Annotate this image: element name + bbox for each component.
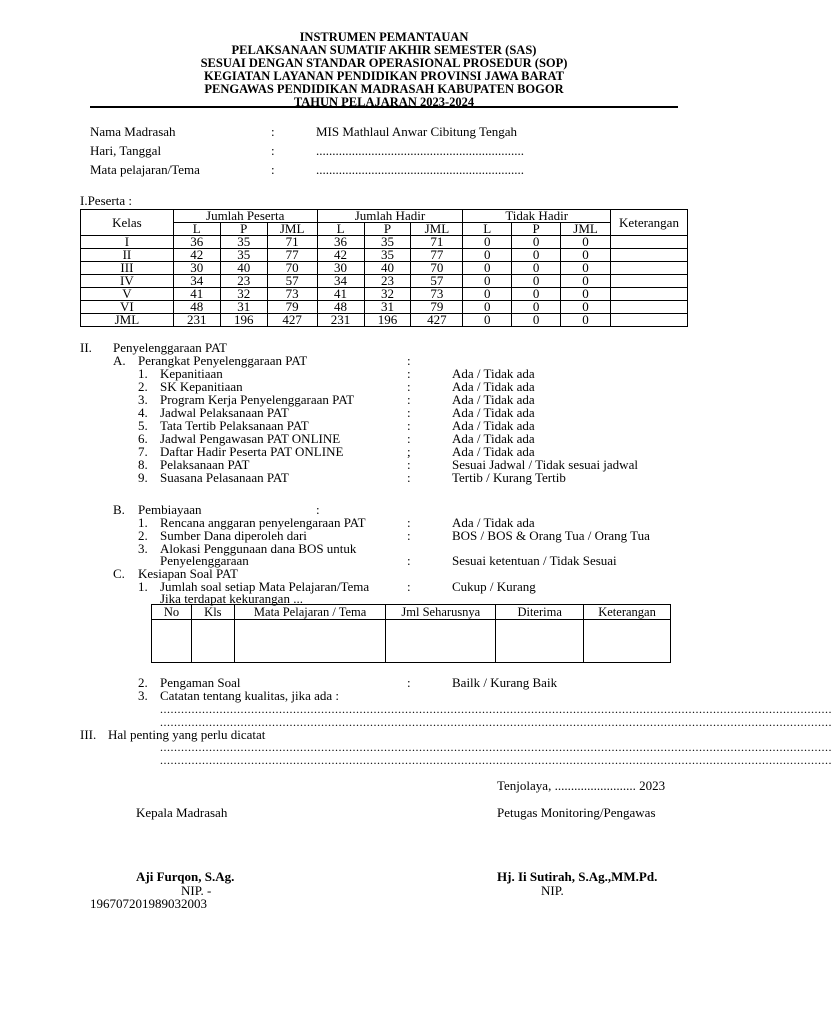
table-cell: 31 [364,301,411,314]
item-sub-note: Jika terdapat kekurangan ... [160,591,303,606]
table-cell: 71 [267,236,317,249]
table-cell: 0 [463,275,512,288]
header-line: INSTRUMEN PEMANTAUAN [299,30,469,44]
kelas-cell: VI [81,301,174,314]
dotted-line: ................................................................................................................................................................................................ [160,702,832,716]
item-number: 2. [138,528,148,543]
sub-col: L [173,223,220,236]
sub-col: P [220,223,267,236]
identity-label: Hari, Tanggal [90,143,162,158]
item-colon: : [407,528,411,543]
header-line: PELAKSANAAN SUMATIF AKHIR SEMESTER (SAS) [231,43,537,57]
section-peserta-title: I.Peserta : [80,193,132,208]
table-cell: 0 [463,236,512,249]
item-label: SK Kepanitiaan [160,379,243,394]
subsection-a-letter: A. [113,353,126,368]
table-cell: 35 [220,236,267,249]
table-cell: 35 [364,249,411,262]
table-cell: 427 [411,314,463,327]
item-label: Sumber Dana diperoleh dari [160,528,307,543]
item-colon: : [407,515,411,530]
item-value: Cukup / Kurang [452,579,536,594]
kelas-cell: III [81,262,174,275]
table-cell: 0 [512,262,561,275]
table-cell: 36 [173,236,220,249]
table-cell [611,262,688,275]
sub-col: JML [561,223,611,236]
header-line: PENGAWAS PENDIDIKAN MADRASAH KABUPATEN BOGOR [204,82,564,96]
left-signatory-name: Aji Furqon, S.Ag. [136,869,235,884]
table-cell [611,275,688,288]
item-colon: : [407,392,411,407]
identity-value: MIS Mathlaul Anwar Cibitung Tengah [316,124,518,139]
item-label: Pelaksanaan PAT [160,457,250,472]
table-cell: 0 [512,288,561,301]
dotted-line: ................................................................................................................................................................................................ [160,715,832,729]
table-cell: 0 [561,314,611,327]
table-cell [611,301,688,314]
table-cell: 427 [267,314,317,327]
item-value: BOS / BOS & Orang Tua / Orang Tua [452,528,650,543]
table-cell: 0 [561,236,611,249]
subsection-a-title: Perangkat Penyelenggaraan PAT [138,353,308,368]
item-number: 2. [138,379,148,394]
item-number: 7. [138,444,148,459]
table-cell: 34 [317,275,364,288]
header-line: KEGIATAN LAYANAN PENDIDIKAN PROVINSI JAWA BARAT [204,69,564,83]
item-label: Jumlah soal setiap Mata Pelajaran/Tema [160,579,370,594]
item-label: Pengaman Soal [160,675,241,690]
table-cell: 0 [512,275,561,288]
dotted-line: ................................................................................................................................................................................................ [160,740,832,754]
kelas-cell: I [81,236,174,249]
table-cell: 0 [512,301,561,314]
table-cell: 0 [463,262,512,275]
item-value: Sesuai Jadwal / Tidak sesuai jadwal [452,457,638,472]
item-number: 1. [138,579,148,594]
table-cell [584,620,671,663]
item-value: Ada / Tidak ada [452,444,535,459]
table-cell: 79 [411,301,463,314]
table-cell [234,620,386,663]
item-colon: : [407,366,411,381]
sub-col: L [317,223,364,236]
col-kls: Kls [191,605,234,620]
table-cell: 42 [317,249,364,262]
table-cell: 40 [220,262,267,275]
table-cell [386,620,496,663]
table-cell: 196 [364,314,411,327]
table-cell [496,620,584,663]
table-cell: 73 [411,288,463,301]
col-mata-pelajaran: Mata Pelajaran / Tema [234,605,386,620]
item-number: 8. [138,457,148,472]
section3-title: Hal penting yang perlu dicatat [108,727,266,742]
table-cell [611,288,688,301]
subsection-c-letter: C. [113,566,125,581]
col-jumlah-peserta: Jumlah Peserta [173,210,317,223]
item-number: 9. [138,470,148,485]
table-cell: 32 [364,288,411,301]
sub-col: P [512,223,561,236]
item-label: Catatan tentang kualitas, jika ada : [160,688,340,703]
section2-number: II. [80,340,92,355]
identity-label: Mata pelajaran/Tema [90,162,200,177]
item-colon: : [407,431,411,446]
table-cell: 0 [512,249,561,262]
item-label: Tata Tertib Pelaksanaan PAT [160,418,309,433]
item-colon: : [407,405,411,420]
item-number: 5. [138,418,148,433]
item-number: 1. [138,515,148,530]
col-kelas: Kelas [81,210,174,236]
item-number: 3. [138,392,148,407]
left-nip-number: 196707201989032003 [90,896,207,911]
item-label: Rencana anggaran penyelengaraan PAT [160,515,366,530]
table-cell: 0 [463,288,512,301]
item-label: Jadwal Pelaksanaan PAT [160,405,289,420]
table-cell [191,620,234,663]
right-nip-label: NIP. [541,883,564,898]
identity-colon: : [271,124,275,139]
item-value: Ada / Tidak ada [452,515,535,530]
item-colon: : [407,457,411,472]
item-label: Suasana Pelasanaan PAT [160,470,289,485]
header-line: SESUAI DENGAN STANDAR OPERASIONAL PROSEDUR (SOP) [200,56,568,70]
item-value: Sesuai ketentuan / Tidak Sesuai [452,553,617,568]
table-cell: 0 [561,249,611,262]
table-cell: 36 [317,236,364,249]
table-cell: 48 [173,301,220,314]
table-cell: 70 [267,262,317,275]
item-colon: : [407,675,411,690]
sub-col: JML [267,223,317,236]
col-tidak-hadir: Tidak Hadir [463,210,611,223]
identity-label: Nama Madrasah [90,124,176,139]
table-cell: 196 [220,314,267,327]
identity-value: ................................................................ [316,143,524,158]
table-cell: 0 [463,249,512,262]
item-number: 3. [138,541,148,556]
table-cell: 0 [463,301,512,314]
item-label: Jadwal Pengawasan PAT ONLINE [160,431,341,446]
table-cell: 41 [173,288,220,301]
place-date: Tenjolaya, ......................... 2023 [497,778,666,793]
table-cell: 40 [364,262,411,275]
table-cell: 34 [173,275,220,288]
sub-col: P [364,223,411,236]
subsection-a-colon: : [407,353,411,368]
item-value: Ada / Tidak ada [452,431,535,446]
col-jumlah-hadir: Jumlah Hadir [317,210,463,223]
left-signatory-role: Kepala Madrasah [136,805,228,820]
table-cell [611,249,688,262]
table-cell: 30 [173,262,220,275]
identity-value: ................................................................ [316,162,524,177]
item-label-continued: Penyelenggaraan [160,553,249,568]
col-jml-seharusnya: Jml Seharusnya [386,605,496,620]
item-colon: : [407,470,411,485]
item-label: Program Kerja Penyelenggaraan PAT [160,392,355,407]
sub-col: JML [411,223,463,236]
table-cell: 77 [411,249,463,262]
table-cell: 23 [364,275,411,288]
subsection-c-title: Kesiapan Soal PAT [138,566,238,581]
table-cell: 31 [220,301,267,314]
header-divider [90,106,678,108]
item-number: 6. [138,431,148,446]
kelas-cell: JML [81,314,174,327]
dotted-line: ................................................................................................................................................................................................ [160,753,832,767]
item-label: Alokasi Penggunaan dana BOS untuk [160,541,357,556]
table-cell: 231 [317,314,364,327]
subsection-b-letter: B. [113,502,125,517]
table-cell: 42 [173,249,220,262]
section3-number: III. [80,727,97,742]
subsection-b-colon: : [316,502,320,517]
table-cell: 231 [173,314,220,327]
table-cell: 35 [220,249,267,262]
section2-title: Penyelenggaraan PAT [113,340,227,355]
identity-colon: : [271,162,275,177]
table-cell: 70 [411,262,463,275]
subsection-b-title: Pembiayaan [138,502,202,517]
table-cell [611,314,688,327]
kekurangan-soal-table [151,604,671,663]
item-value: Bailk / Kurang Baik [452,675,558,690]
col-keterangan: Keterangan [611,210,688,236]
table-cell: 71 [411,236,463,249]
item-number: 3. [138,688,148,703]
col-keterangan: Keterangan [584,605,671,620]
table-cell: 79 [267,301,317,314]
item-colon: ; [407,444,411,459]
item-colon: : [407,553,411,568]
table-cell: 35 [364,236,411,249]
table-cell: 0 [561,275,611,288]
table-cell [611,236,688,249]
table-cell: 57 [411,275,463,288]
col-diterima: Diterima [496,605,584,620]
left-nip-label: NIP. - [181,883,212,898]
table-cell: 0 [463,314,512,327]
item-number: 1. [138,366,148,381]
item-value: Tertib / Kurang Tertib [452,470,566,485]
item-colon: : [407,418,411,433]
item-value: Ada / Tidak ada [452,392,535,407]
right-signatory-role: Petugas Monitoring/Pengawas [497,805,656,820]
sub-col: L [463,223,512,236]
peserta-table [80,209,688,327]
table-cell: 23 [220,275,267,288]
item-label: Kepanitiaan [160,366,223,381]
table-cell: 0 [512,236,561,249]
table-cell: 0 [561,262,611,275]
table-cell: 32 [220,288,267,301]
identity-colon: : [271,143,275,158]
right-signatory-name: Hj. Ii Sutirah, S.Ag.,MM.Pd. [497,869,658,884]
table-cell: 73 [267,288,317,301]
table-cell: 77 [267,249,317,262]
table-cell: 0 [512,314,561,327]
peserta-table-body [81,236,688,327]
kelas-cell: V [81,288,174,301]
kelas-cell: II [81,249,174,262]
table-cell: 0 [561,288,611,301]
item-value: Ada / Tidak ada [452,379,535,394]
table-row [152,620,671,663]
table-cell: 0 [561,301,611,314]
item-value: Ada / Tidak ada [452,418,535,433]
header-line: TAHUN PELAJARAN 2023-2024 [293,95,475,109]
kelas-cell: IV [81,275,174,288]
item-value: Ada / Tidak ada [452,405,535,420]
table-cell [152,620,192,663]
item-number: 2. [138,675,148,690]
table-cell: 41 [317,288,364,301]
table-row [81,314,688,327]
item-label: Daftar Hadir Peserta PAT ONLINE [160,444,344,459]
item-colon: : [407,379,411,394]
item-number: 4. [138,405,148,420]
table-cell: 48 [317,301,364,314]
table-cell: 30 [317,262,364,275]
table-cell: 57 [267,275,317,288]
col-no: No [152,605,192,620]
item-colon: : [407,579,411,594]
item-value: Ada / Tidak ada [452,366,535,381]
